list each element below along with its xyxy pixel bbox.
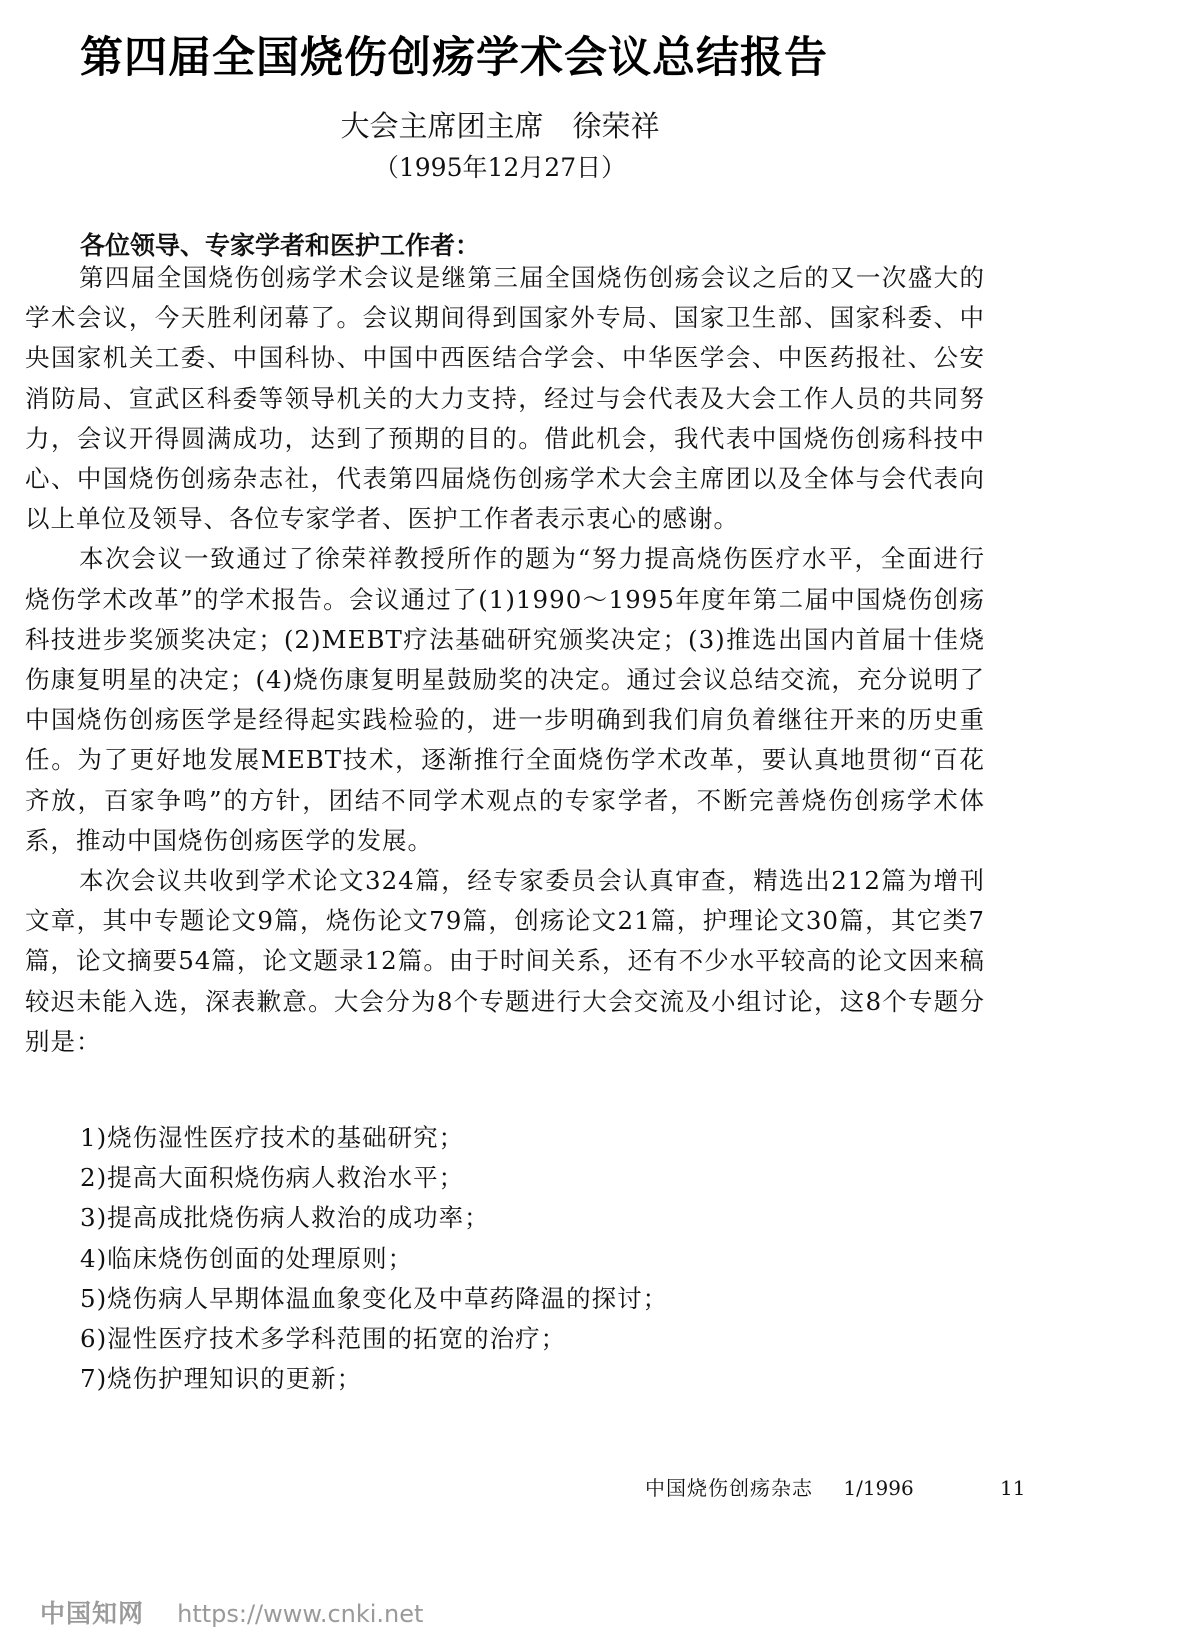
article-title: 第四届全国烧伤创疡学术会议总结报告: [80, 33, 828, 83]
cnki-watermark: [40, 1594, 423, 1630]
topic-item: 3)提高成批烧伤病人救治的成功率；: [80, 1203, 490, 1233]
paragraph-3: 本次会议共收到学术论文324篇，经专家委员会认真审查，精选出212篇为增刊文章，其中专题论文9篇，烧伤论文79篇，创疡论文21篇，护理论文30篇，其它类7篇，论文摘要54篇，论文题录12篇。由于时间关系，还有不少水平较高的论文因来稿较迟未能入选，深表歉意。大会分为8个专题进行大会交流及小组讨论，这8个专题分别是：: [25, 866, 985, 1056]
watermark-brand: 中国知网: [40, 1599, 145, 1628]
page-footer: [645, 1474, 1026, 1502]
topic-item: 1)烧伤湿性医疗技术的基础研究；: [80, 1123, 465, 1152]
topic-item: 4)临床烧伤创面的处理原则；: [80, 1243, 414, 1273]
article-author: 大会主席团主席 徐荣祥: [340, 109, 660, 143]
topic-list: [80, 1118, 980, 1399]
paragraph-2: 本次会议一致通过了徐荣祥教授所作的题为“努力提高烧伤医疗水平，全面进行烧伤学术改革”的学术报告。会议通过了(1)1990～1995年度年第二届中国烧伤创疡科技进步奖颁奖决定；(2)MEBT疗法基础研究颁奖决定；(3)推选出国内首届十佳烧伤康复明星的决定；(4)烧伤康复明星鼓励奖的决定。通过会议总结交流，充分说明了中国烧伤创疡医学是经得起实践检验的，进一步明确到我们肩负着继往开来的历史重任。为了更好地发展MEBT技术，逐渐推行全面烧伤学术改革，要认真地贯彻“百花齐放，百家争鸣”的方针，团结不同学术观点的专家学者，不断完善烧伤创疡学术体系，推动中国烧伤创疡医学的发展。: [25, 544, 985, 855]
page-number: 11: [1000, 1476, 1026, 1500]
journal-name: 中国烧伤创疡杂志: [645, 1476, 813, 1500]
topic-item: 2)提高大面积烧伤病人救治水平；: [80, 1163, 465, 1193]
journal-issue: 1/1996: [843, 1476, 914, 1500]
article-body: [25, 258, 985, 1062]
paragraph-1: 第四届全国烧伤创疡学术会议是继第三届全国烧伤创疡会议之后的又一次盛大的学术会议，今天胜利闭幕了。会议期间得到国家外专局、国家卫生部、国家科委、中央国家机关工委、中国科协、中国中西医结合学会、中华医学会、中医药报社、公安消防局、宣武区科委等领导机关的大力支持，经过与会代表及大会工作人员的共同努力，会议开得圆满成功，达到了预期的目的。借此机会，我代表中国烧伤创疡科技中心、中国烧伤创疡杂志社，代表第四届烧伤创疡学术大会主席团以及全体与会代表向以上单位及领导、各位专家学者、医护工作者表示衷心的感谢。: [25, 263, 985, 534]
article-date: （1995年12月27日）: [373, 153, 627, 182]
salutation: 各位领导、专家学者和医护工作者：: [80, 231, 481, 260]
topic-item: 5)烧伤病人早期体温血象变化及中草药降温的探讨；: [80, 1283, 669, 1313]
topic-item: 6)湿性医疗技术多学科范围的拓宽的治疗；: [80, 1324, 567, 1354]
topic-item: 7)烧伤护理知识的更新；: [80, 1364, 363, 1394]
watermark-url: https://www.cnki.net: [177, 1600, 424, 1628]
